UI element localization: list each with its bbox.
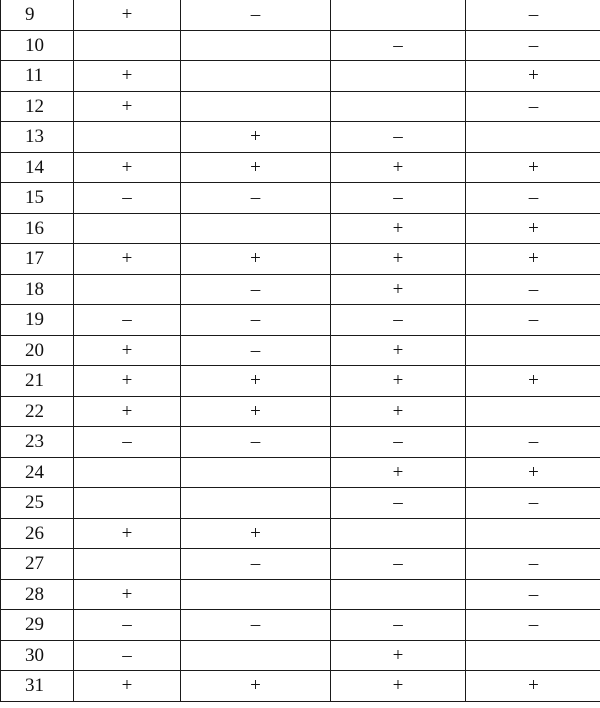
sign-cell-col-1: + (74, 0, 181, 30)
sign-cell-col-1: – (74, 427, 181, 458)
sign-cell-col-3: – (331, 488, 466, 519)
table-row (1, 549, 600, 580)
table-row (1, 610, 600, 641)
table-row (1, 640, 600, 671)
sign-cell-col-2 (181, 91, 331, 122)
sign-cell-col-3: – (331, 610, 466, 641)
row-number-cell: 13 (1, 122, 74, 153)
sign-cell-col-2 (181, 640, 331, 671)
sign-cell-col-4 (466, 122, 600, 153)
sign-cell-col-4: + (466, 61, 600, 92)
sign-cell-col-1 (74, 274, 181, 305)
sign-cell-col-4: + (466, 244, 600, 275)
sign-cell-col-3: – (331, 305, 466, 336)
sign-cell-col-2 (181, 457, 331, 488)
sign-cell-col-1: – (74, 183, 181, 214)
sign-cell-col-1: + (74, 396, 181, 427)
sign-cell-col-4 (466, 640, 600, 671)
table-row (1, 457, 600, 488)
sign-cell-col-3: – (331, 30, 466, 61)
sign-cell-col-1 (74, 488, 181, 519)
sign-cell-col-2: + (181, 518, 331, 549)
table-row (1, 671, 600, 702)
table-row (1, 427, 600, 458)
table-row (1, 366, 600, 397)
sign-cell-col-4: – (466, 30, 600, 61)
row-number-cell: 22 (1, 396, 74, 427)
table-row (1, 579, 600, 610)
sign-cell-col-3: + (331, 671, 466, 702)
sign-cell-col-2 (181, 488, 331, 519)
sign-cell-col-3: + (331, 396, 466, 427)
row-number-cell: 14 (1, 152, 74, 183)
sign-cell-col-1: – (74, 305, 181, 336)
sign-cell-col-4: – (466, 488, 600, 519)
row-number-cell: 28 (1, 579, 74, 610)
row-number-cell: 27 (1, 549, 74, 580)
sign-cell-col-2: + (181, 152, 331, 183)
table-row (1, 305, 600, 336)
sign-cell-col-1: + (74, 366, 181, 397)
sign-cell-col-4: – (466, 427, 600, 458)
sign-cell-col-3: + (331, 274, 466, 305)
sign-cell-col-4: – (466, 183, 600, 214)
sign-cell-col-1: + (74, 671, 181, 702)
row-number-cell: 20 (1, 335, 74, 366)
sign-cell-col-3: – (331, 427, 466, 458)
sign-cell-col-4: – (466, 610, 600, 641)
table-row (1, 30, 600, 61)
row-number-cell: 24 (1, 457, 74, 488)
row-number-cell: 19 (1, 305, 74, 336)
sign-cell-col-2: – (181, 427, 331, 458)
sign-cell-col-4: – (466, 91, 600, 122)
sign-cell-col-1: + (74, 152, 181, 183)
table-row (1, 61, 600, 92)
sign-cell-col-1: + (74, 518, 181, 549)
table-row (1, 244, 600, 275)
row-number-cell: 15 (1, 183, 74, 214)
sign-cell-col-4: + (466, 457, 600, 488)
row-number-cell: 12 (1, 91, 74, 122)
sign-cell-col-3 (331, 579, 466, 610)
table-row (1, 91, 600, 122)
sign-cell-col-2: + (181, 671, 331, 702)
sign-cell-col-3: – (331, 549, 466, 580)
sign-cell-col-2: + (181, 122, 331, 153)
sign-cell-col-4: – (466, 549, 600, 580)
sign-cell-col-1 (74, 213, 181, 244)
sign-cell-col-4 (466, 335, 600, 366)
table-row (1, 183, 600, 214)
sign-cell-col-2: – (181, 610, 331, 641)
sign-cell-col-2 (181, 61, 331, 92)
sign-cell-col-3: + (331, 213, 466, 244)
sign-cell-col-1: + (74, 244, 181, 275)
sign-cell-col-1 (74, 122, 181, 153)
sign-cell-col-2: – (181, 549, 331, 580)
sign-cell-col-2: + (181, 396, 331, 427)
table-row (1, 152, 600, 183)
table-row (1, 396, 600, 427)
sign-cell-col-3: + (331, 640, 466, 671)
sign-cell-col-1: + (74, 61, 181, 92)
sign-cell-col-3 (331, 518, 466, 549)
sign-cell-col-4: – (466, 274, 600, 305)
sign-cell-col-3 (331, 0, 466, 30)
table-row (1, 518, 600, 549)
row-number-cell: 17 (1, 244, 74, 275)
row-number-cell: 31 (1, 671, 74, 702)
sign-cell-col-4 (466, 518, 600, 549)
sign-cell-col-1: – (74, 610, 181, 641)
sign-cell-col-3: + (331, 244, 466, 275)
row-number-cell: 26 (1, 518, 74, 549)
sign-cell-col-4: – (466, 305, 600, 336)
row-number-cell: 21 (1, 366, 74, 397)
sign-cell-col-4: + (466, 152, 600, 183)
table-row (1, 213, 600, 244)
row-number-cell: 9 (1, 0, 74, 30)
row-number-cell: 30 (1, 640, 74, 671)
sign-cell-col-4: + (466, 366, 600, 397)
sign-cell-col-4: + (466, 213, 600, 244)
sign-cell-col-1: – (74, 640, 181, 671)
sign-cell-col-3: – (331, 122, 466, 153)
row-number-cell: 16 (1, 213, 74, 244)
sign-cell-col-1: + (74, 335, 181, 366)
sign-cell-col-1: + (74, 579, 181, 610)
sign-cell-col-4: – (466, 579, 600, 610)
sign-cell-col-2: + (181, 366, 331, 397)
sign-cell-col-2: – (181, 335, 331, 366)
sign-cell-col-4 (466, 396, 600, 427)
sign-cell-col-3 (331, 61, 466, 92)
sign-cell-col-3: – (331, 183, 466, 214)
table-row (1, 0, 600, 30)
sign-cell-col-3: + (331, 366, 466, 397)
sign-cell-col-3: + (331, 152, 466, 183)
sign-cell-col-3: + (331, 457, 466, 488)
sign-cell-col-3: + (331, 335, 466, 366)
row-number-cell: 18 (1, 274, 74, 305)
sign-cell-col-2: – (181, 305, 331, 336)
sign-cell-col-2: – (181, 0, 331, 30)
table-row (1, 335, 600, 366)
row-number-cell: 29 (1, 610, 74, 641)
sign-cell-col-1 (74, 30, 181, 61)
sign-cell-col-2: + (181, 244, 331, 275)
row-number-cell: 11 (1, 61, 74, 92)
sign-cell-col-1: + (74, 91, 181, 122)
table-row (1, 488, 600, 519)
sign-cell-col-1 (74, 457, 181, 488)
sign-cell-col-2 (181, 579, 331, 610)
row-number-cell: 23 (1, 427, 74, 458)
sign-cell-col-4: + (466, 671, 600, 702)
row-number-cell: 10 (1, 30, 74, 61)
sign-cell-col-3 (331, 91, 466, 122)
sign-cell-col-1 (74, 549, 181, 580)
sign-cell-col-4: – (466, 0, 600, 30)
sign-cell-col-2: – (181, 183, 331, 214)
sign-cell-col-2 (181, 213, 331, 244)
row-number-cell: 25 (1, 488, 74, 519)
sign-cell-col-2 (181, 30, 331, 61)
sign-cell-col-2: – (181, 274, 331, 305)
table-body (1, 0, 600, 701)
table-row (1, 274, 600, 305)
table-row (1, 122, 600, 153)
